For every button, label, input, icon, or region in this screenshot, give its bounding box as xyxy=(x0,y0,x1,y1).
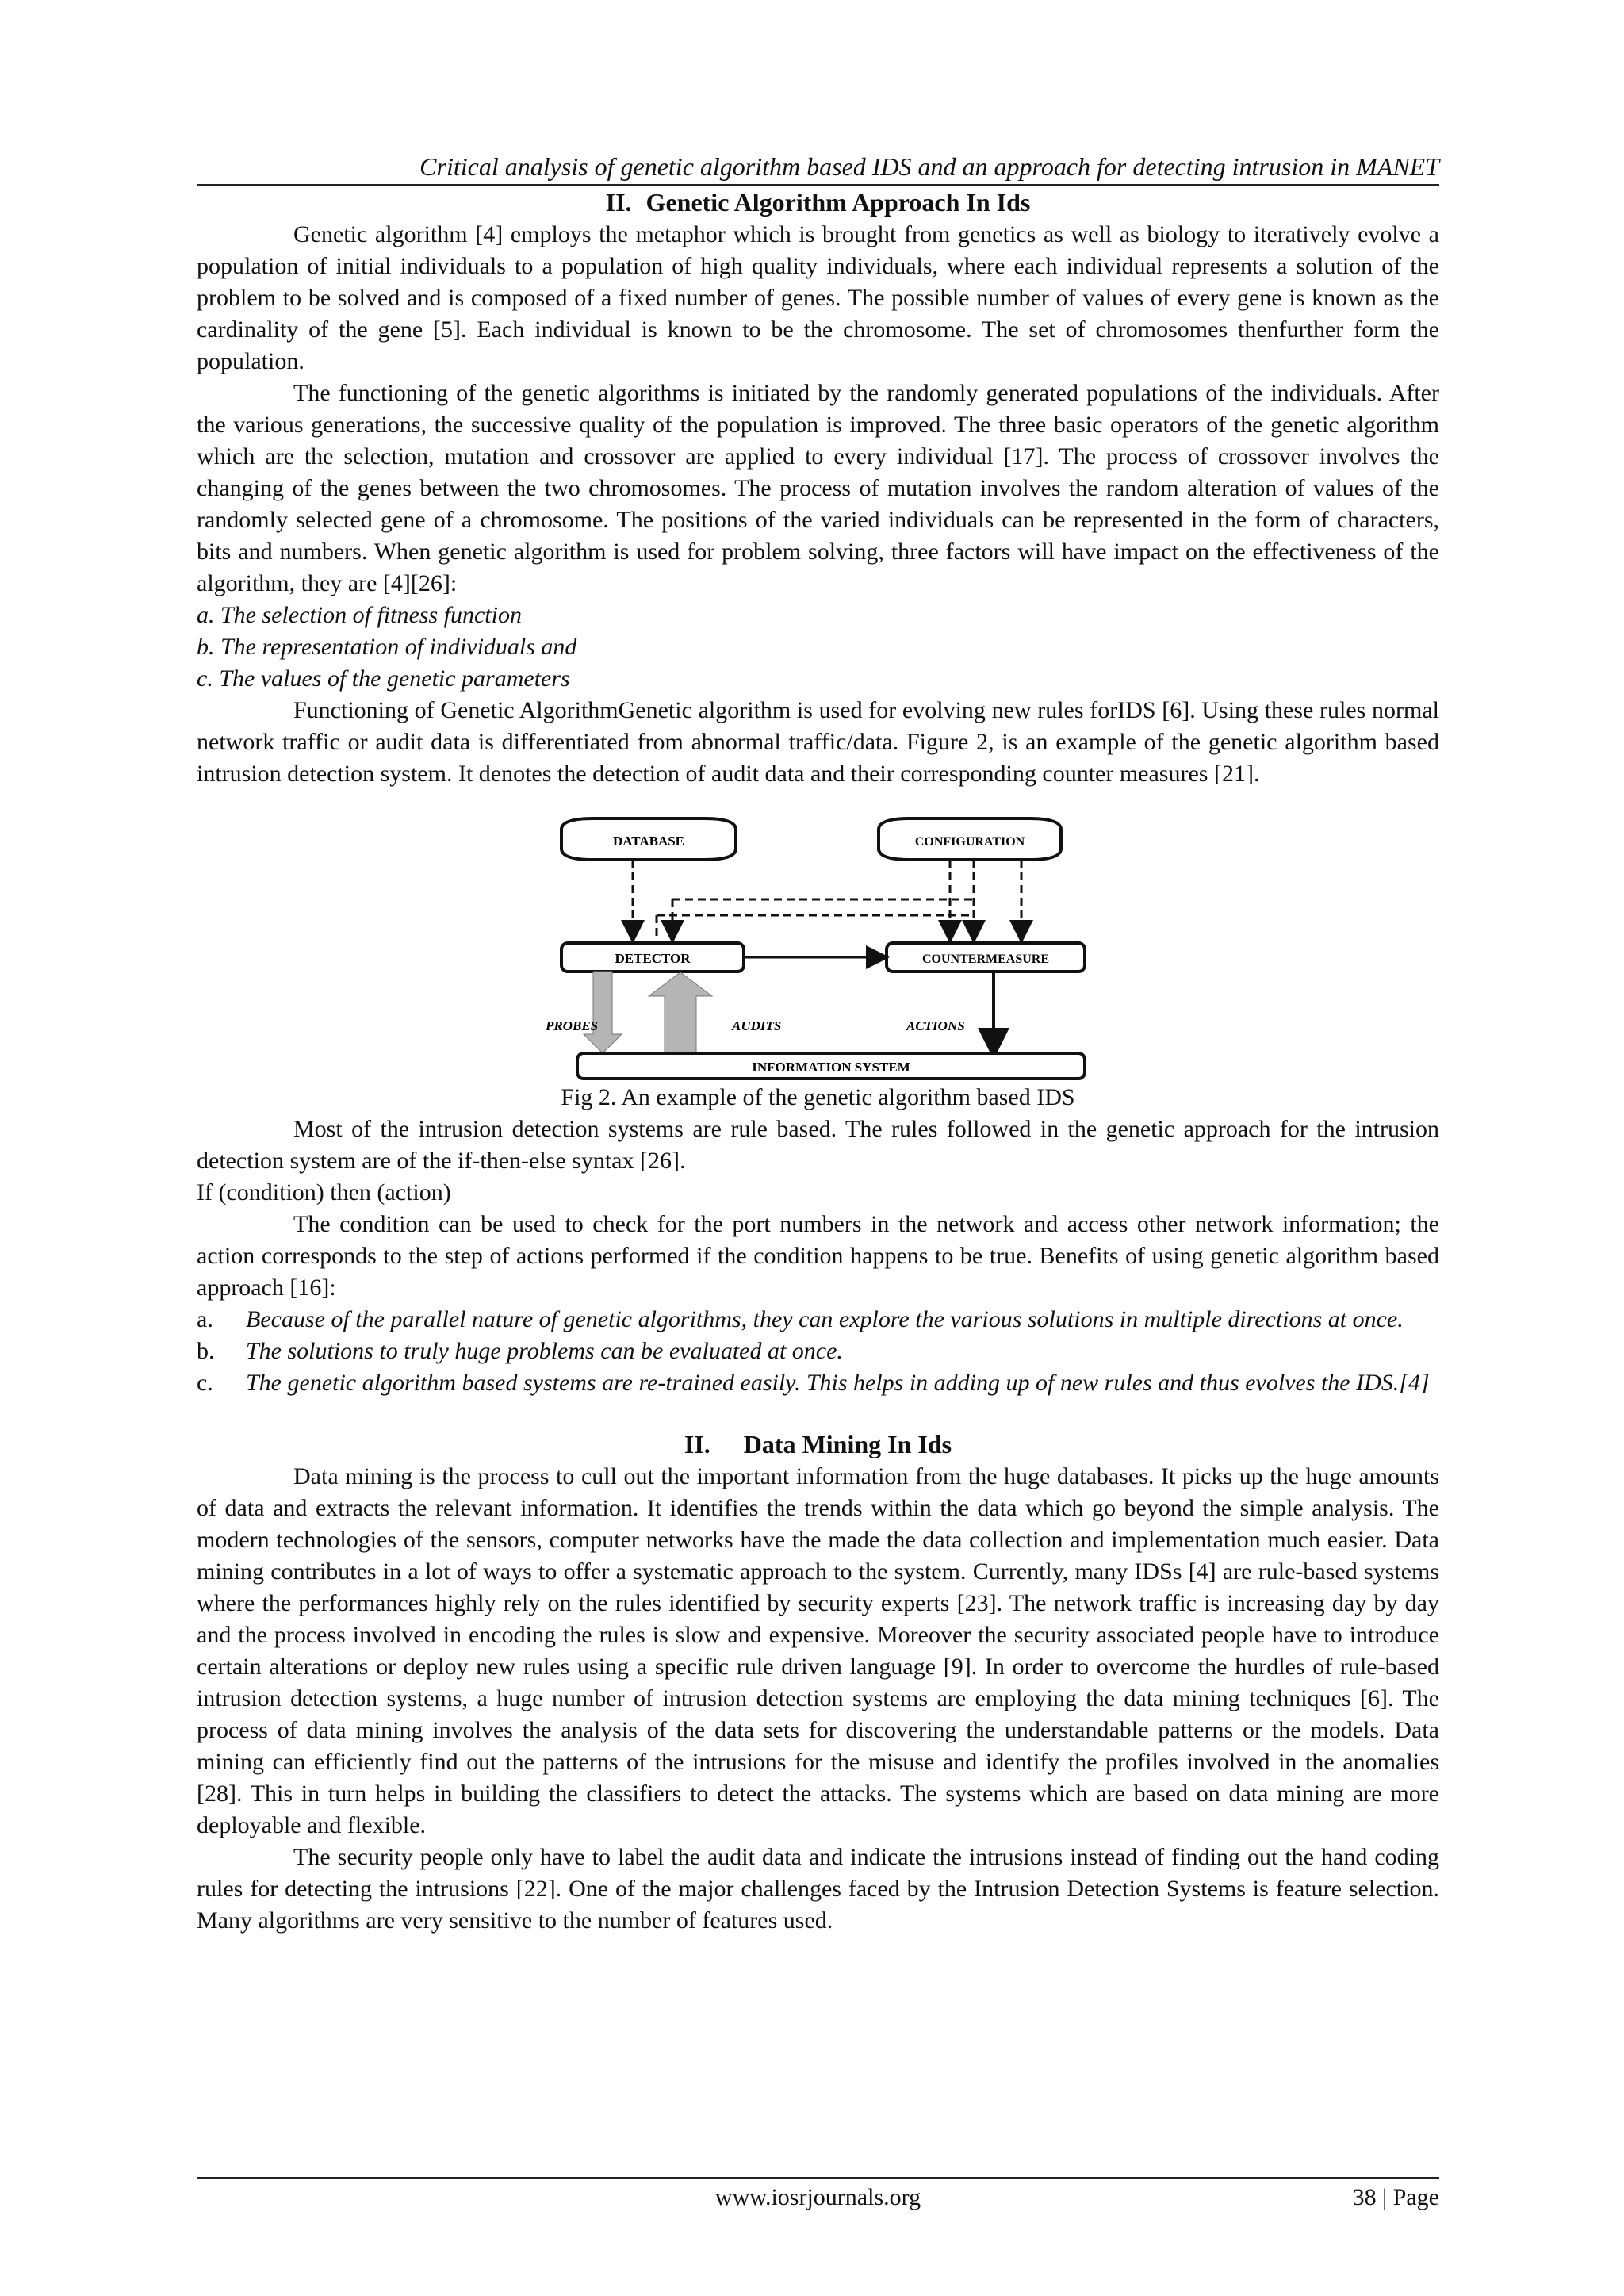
list-marker: c. xyxy=(197,1370,213,1396)
dashed-connectors xyxy=(633,860,1021,939)
paragraph: The security people only have to label the audit data and indicate the intrusions instead of finding out the hand coding rules for detecting the intrusions [22]. One of the major challenges faced by the Intrusion Detection Systems is feature selection. Many algorithms are very sensitive to the number of features used. xyxy=(197,1844,1439,1934)
list-item: a. The selection of fitness function xyxy=(197,602,522,628)
section-title: Data Mining In Ids xyxy=(743,1430,952,1458)
database-node xyxy=(561,818,736,860)
countermeasure-node xyxy=(887,943,1085,972)
footer-website[interactable]: www.iosrjournals.org xyxy=(714,2184,921,2210)
configuration-label: CONFIGURATION xyxy=(914,835,1025,849)
page-body xyxy=(197,151,1439,1937)
ids-diagram xyxy=(546,812,1101,1082)
section-heading-genetic-algorithm xyxy=(197,186,1439,219)
section-title: Genetic Algorithm Approach In Ids xyxy=(645,188,1031,217)
page-number: 38 | Page xyxy=(1352,2184,1439,2210)
paragraph: Functioning of Genetic AlgorithmGenetic algorithm is used for evolving new rules forIDS [6]. Using these rules normal network traffic or audit data is differentiated from abnormal traffic/data. Figure 2, is an example of the genetic algorithm based intrusion detection system. It denotes the detection of audit data and their corresponding counter measures [21]. xyxy=(197,697,1439,787)
running-head: Critical analysis of genetic algorithm based IDS and an approach for detecting intrusion in MANET xyxy=(197,151,1439,186)
list-text: The genetic algorithm based systems are re-trained easily. This helps in adding up of new rules and thus evolves the IDS.[4] xyxy=(246,1370,1430,1396)
detector-label: DETECTOR xyxy=(615,951,691,966)
information-system-label: INFORMATION SYSTEM xyxy=(752,1060,910,1075)
list-item xyxy=(197,1336,1439,1367)
paragraph: Genetic algorithm [4] employs the metaphor which is brought from genetics as well as biology to iteratively evolve a population of initial individuals to a population of high quality individuals, where each individual represents a solution of the problem to be solved and is composed of a fixed number of genes. The possible number of values of every gene is known as the cardinality of the gene [5]. Each individual is known to be the chromosome. The set of chromosomes thenfurther form the population. xyxy=(197,221,1439,374)
paragraph: The condition can be used to check for the port numbers in the network and access other network information; the action corresponds to the step of actions performed if the condition happens to be true. Benefits of using genetic algorithm based approach [16]: xyxy=(197,1211,1439,1301)
list-marker: b. xyxy=(197,1338,215,1364)
probes-arrow xyxy=(584,972,622,1053)
rule-syntax: If (condition) then (action) xyxy=(197,1179,451,1205)
section-number: II. xyxy=(605,188,632,217)
configuration-node xyxy=(879,818,1061,860)
factor-list xyxy=(197,600,1439,695)
actions-label: ACTIONS xyxy=(906,1018,965,1033)
section-number: II. xyxy=(684,1430,710,1458)
list-text: The solutions to truly huge problems can be evaluated at once. xyxy=(246,1338,843,1364)
detector-node xyxy=(561,943,744,972)
list-item: c. The values of the genetic parameters xyxy=(197,665,570,692)
probes-label: PROBES xyxy=(546,1018,599,1033)
figure-caption: Fig 2. An example of the genetic algorithm based IDS xyxy=(561,1084,1075,1110)
database-label: DATABASE xyxy=(612,834,685,849)
list-item: b. The representation of individuals and xyxy=(197,634,577,660)
list-item xyxy=(197,1304,1439,1336)
list-item xyxy=(197,1367,1439,1399)
audits-arrow xyxy=(649,972,712,1053)
list-text: Because of the parallel nature of genetic algorithms, they can explore the various solutions in multiple directions at once. xyxy=(246,1306,1404,1332)
audits-label: AUDITS xyxy=(732,1018,782,1033)
section-heading-data-mining xyxy=(197,1428,1439,1461)
information-system-node xyxy=(577,1053,1085,1079)
paragraph: Most of the intrusion detection systems are rule based. The rules followed in the genetic approach for the intrusion detection system are of the if-then-else syntax [26]. xyxy=(197,1116,1439,1174)
benefit-list xyxy=(197,1304,1439,1399)
list-marker: a. xyxy=(197,1306,213,1332)
figure-ids-diagram xyxy=(546,812,1101,1082)
paragraph: Data mining is the process to cull out the important information from the huge databases. It picks up the huge amounts of data and extracts the relevant information. It identifies the trends within the data which go beyond the simple analysis. The modern technologies of the sensors, computer networks have the made the data collection and implementation much easier. Data mining contributes in a lot of ways to offer a systematic approach to the system. Currently, many IDSs [4] are rule-based systems where the performances highly rely on the rules identified by security experts [23]. The network traffic is increasing day by day and the process involved in encoding the rules is slow and expensive. Moreover the security associated people have to introduce certain alterations or deploy new rules using a specific rule driven language [9]. In order to overcome the hurdles of rule-based intrusion detection systems, a huge number of intrusion detection systems are employing the data mining techniques [6]. The process of data mining involves the analysis of the data sets for discovering the understandable patterns or the models. Data mining can efficiently find out the patterns of the intrusions for the misuse and identify the profiles involved in the anomalies [28]. This in turn helps in building the classifiers to detect the attacks. The systems which are based on data mining are more deployable and flexible. xyxy=(197,1463,1439,1838)
paragraph: The functioning of the genetic algorithms is initiated by the randomly generated populations of the individuals. After the various generations, the successive quality of the population is improved. The three basic operators of the genetic algorithm which are the selection, mutation and crossover are applied to every individual [17]. The process of crossover involves the changing of the genes between the two chromosomes. The process of mutation involves the random alteration of values of the randomly selected gene of a chromosome. The positions of the varied individuals can be represented in the form of characters, bits and numbers. When genetic algorithm is used for problem solving, three factors will have impact on the effectiveness of the algorithm, they are [4][26]: xyxy=(197,380,1439,596)
countermeasure-label: COUNTERMEASURE xyxy=(921,953,1050,966)
page-footer xyxy=(197,2177,1439,2214)
